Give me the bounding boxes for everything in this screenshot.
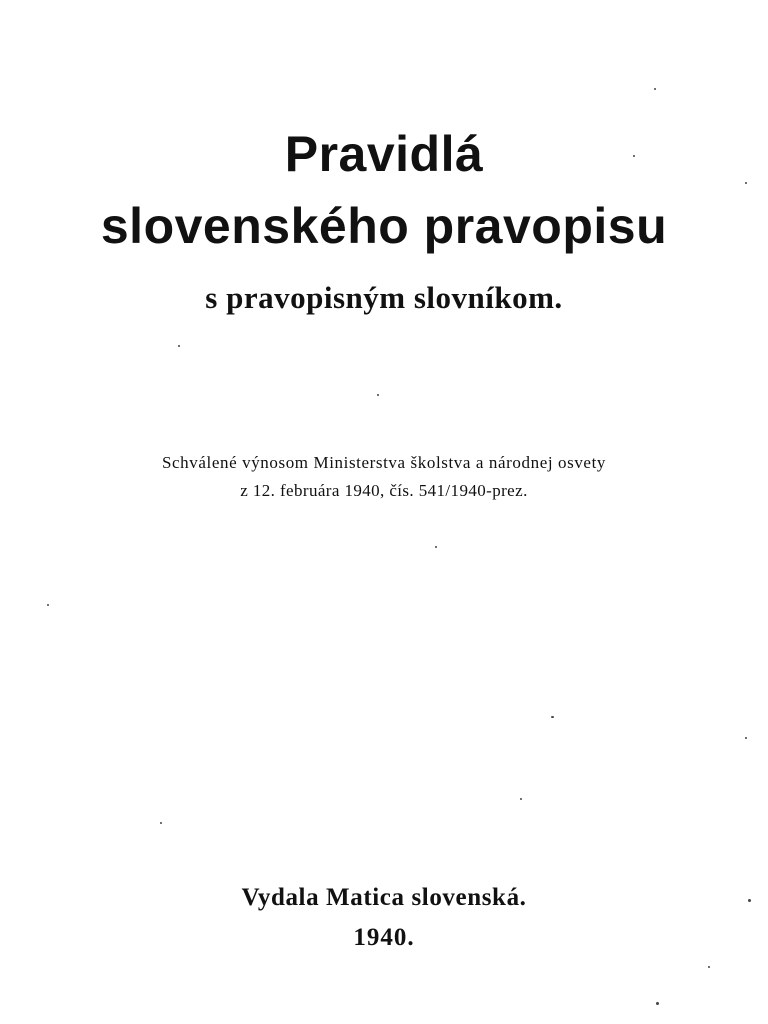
approval-note-line-1: Schválené výnosom Ministerstva školstva a národnej osvety (161, 453, 607, 472)
scan-speck (551, 716, 554, 718)
publication-year: 1940. (353, 924, 415, 951)
scan-speck (656, 1002, 659, 1005)
publisher-line: Vydala Matica slovenská. (241, 884, 527, 911)
scan-speck (745, 182, 747, 184)
scan-speck (748, 899, 751, 902)
scan-speck (47, 604, 49, 606)
scan-speck (708, 966, 710, 968)
title-line-2: slovenského pravopisu (100, 198, 668, 254)
scan-speck (377, 394, 379, 396)
scan-speck (654, 88, 656, 90)
subtitle: s pravopisným slovníkom. (205, 280, 563, 315)
scan-speck (745, 737, 747, 739)
scan-speck (633, 155, 635, 157)
scan-speck (520, 798, 522, 800)
scan-speck (178, 345, 180, 347)
title-line-1: Pravidlá (284, 126, 484, 182)
scan-speck (435, 546, 437, 548)
approval-note-line-2: z 12. februára 1940, čís. 541/1940-prez. (240, 481, 528, 500)
scan-speck (160, 822, 162, 824)
